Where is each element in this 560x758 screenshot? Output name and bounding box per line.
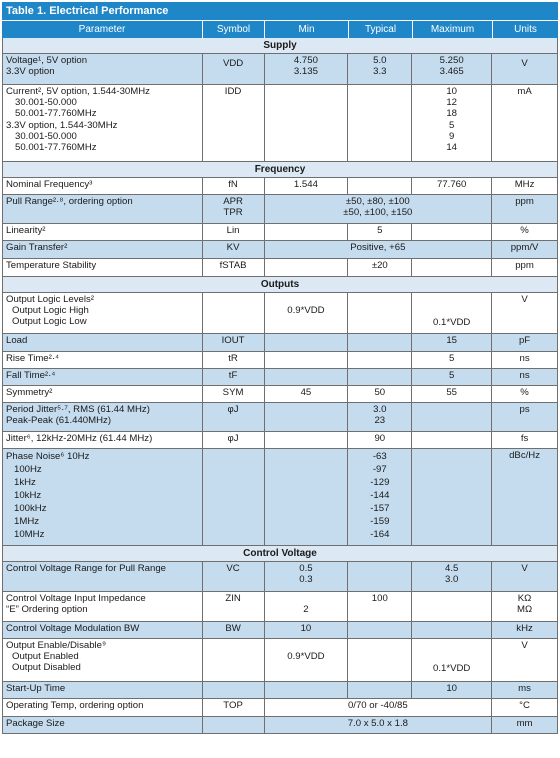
header-units: Units <box>492 21 558 38</box>
typ-value: -97 <box>372 464 387 475</box>
param-control-voltage-input-impedance: Control Voltage Input Impedance <box>6 593 146 604</box>
symbol-cell: TOP <box>203 699 265 716</box>
max-value: 15 <box>412 334 492 351</box>
table-row <box>2 224 558 241</box>
param-output-disabled: Output Disabled <box>12 662 81 674</box>
table-row <box>2 562 558 592</box>
max-value: 14 <box>446 142 458 154</box>
symbol-cell: IDD <box>203 85 265 161</box>
table-row <box>2 241 558 259</box>
typ-value: -164 <box>370 529 390 540</box>
table-row <box>2 178 558 195</box>
section-supply: Supply <box>2 38 558 54</box>
table-row <box>2 386 558 403</box>
param-pull-range: Pull Range²·⁸, ordering option <box>3 195 203 223</box>
unit-cell: dBc/Hz <box>492 449 558 545</box>
table-row <box>2 352 558 369</box>
unit-cell: pF <box>492 334 558 351</box>
unit-cell: fs <box>492 432 558 448</box>
unit-cell: ns <box>492 369 558 385</box>
section-outputs: Outputs <box>2 277 558 293</box>
typ-value: 50 <box>348 386 412 402</box>
min-value: 0.5 <box>299 563 313 574</box>
typ-value: -63 <box>372 451 387 462</box>
symbol-cell: Lin <box>203 224 265 240</box>
typ-value: 23 <box>374 415 386 427</box>
param-fall-time: Fall Time²·⁴ <box>3 369 203 385</box>
unit-cell: % <box>492 224 558 240</box>
typ-value: -157 <box>370 503 390 514</box>
param-nominal-frequency: Nominal Frequency³ <box>3 178 203 194</box>
typ-value: 5 <box>348 224 412 240</box>
table-row <box>2 432 558 449</box>
typ-value: 100 <box>348 592 412 621</box>
min-value: 45 <box>265 386 349 402</box>
max-value: 55 <box>412 386 492 402</box>
max-value: 5 <box>412 369 492 385</box>
max-value: 12 <box>446 97 458 109</box>
symbol-cell: SYM <box>203 386 265 402</box>
typ-value: 90 <box>348 432 412 448</box>
max-value: 18 <box>446 108 458 120</box>
symbol-cell: fN <box>203 178 265 194</box>
symbol-cell: φJ <box>203 403 265 431</box>
unit-cell: V <box>492 293 558 333</box>
table-row <box>2 622 558 639</box>
unit-cell: ns <box>492 352 558 368</box>
package-size-value: 7.0 x 5.0 x 1.8 <box>265 717 493 733</box>
max-value: 77.760 <box>412 178 492 194</box>
unit-cell: mA <box>492 85 558 161</box>
table-row <box>2 592 558 622</box>
param-current-sub: 50.001-77.760MHz <box>15 142 97 154</box>
unit-cell: ppm/V <box>492 241 558 258</box>
symbol-cell: VC <box>203 562 265 591</box>
table-row <box>2 293 558 334</box>
pull-range-apr: ±50, ±80, ±100 <box>345 196 410 207</box>
param-period-jitter: Period Jitter⁵·⁷, RMS (61.44 MHz) <box>6 404 150 415</box>
gain-transfer-value: Positive, +65 <box>265 241 493 258</box>
param-voltage-3v3: 3.3V option <box>6 66 55 78</box>
phase-noise-offset: 100kHz <box>14 503 47 514</box>
max-value: 10 <box>446 86 458 97</box>
min-value: 0.9*VDD <box>265 639 349 681</box>
table-row <box>2 54 558 85</box>
table-row <box>2 699 558 717</box>
header-maximum: Maximum <box>412 21 492 38</box>
symbol-cell: KV <box>203 241 265 258</box>
unit-cell: V <box>492 54 558 84</box>
typ-value: 3.3 <box>373 66 387 78</box>
param-output-logic-high: Output Logic High <box>12 305 89 317</box>
param-output-enable-disable: Output Enable/Disable⁹ <box>6 640 107 651</box>
unit-cell: V <box>492 562 558 591</box>
param-current: Current², 5V option, 1.544-30MHz <box>6 86 150 97</box>
param-linearity: Linearity² <box>3 224 203 240</box>
typ-value: ±20 <box>348 259 412 276</box>
param-output-enabled: Output Enabled <box>12 651 79 663</box>
typ-value: 5.0 <box>373 55 387 66</box>
pull-range-tpr: ±50, ±100, ±150 <box>343 207 413 219</box>
table-row <box>2 85 558 162</box>
header-parameter: Parameter <box>78 24 126 35</box>
header-symbol: Symbol <box>202 21 264 38</box>
header-typical: Typical <box>348 21 412 38</box>
unit-cell: mm <box>492 717 558 733</box>
operating-temp-value: 0/70 or -40/85 <box>265 699 493 716</box>
phase-noise-offset: 10kHz <box>14 490 42 501</box>
param-current-sub: 30.001-50.000 <box>15 130 77 142</box>
symbol-cell: VDD <box>203 54 265 84</box>
symbol-cell: φJ <box>203 432 265 448</box>
param-current-sub: 3.3V option, 1.544-30MHz <box>6 119 118 131</box>
min-value: 1.544 <box>265 178 349 194</box>
param-jitter: Jitter⁶, 12kHz-20MHz (61.44 MHz) <box>3 432 203 448</box>
symbol-cell: ZIN <box>203 592 265 621</box>
min-value: 3.135 <box>293 66 318 78</box>
param-package-size: Package Size <box>3 717 203 733</box>
phase-noise-offset: 10MHz <box>14 529 45 540</box>
min-value: 0.9*VDD <box>265 293 349 333</box>
param-operating-temp: Operating Temp, ordering option <box>3 699 203 716</box>
param-control-voltage-range: Control Voltage Range for Pull Range <box>3 562 203 591</box>
param-current-sub: 50.001-77.760MHz <box>15 108 97 120</box>
table-row <box>2 195 558 224</box>
param-peak-peak: Peak-Peak (61.440MHz) <box>6 415 112 427</box>
max-value: 0.1*VDD <box>412 639 492 681</box>
table-row <box>2 449 558 546</box>
max-value: 5 <box>412 352 492 368</box>
min-value: 0.3 <box>299 574 313 586</box>
max-value: 0.1*VDD <box>412 293 492 333</box>
electrical-performance-table <box>2 2 558 734</box>
section-frequency: Frequency <box>2 162 558 178</box>
unit-cell: MHz <box>492 178 558 194</box>
table-row <box>2 682 558 699</box>
param-load: Load <box>3 334 203 351</box>
param-e-ordering-option: “E” Ordering option <box>6 604 88 616</box>
table-header <box>2 20 558 38</box>
unit-cell: ms <box>492 682 558 698</box>
unit-cell: KΩ <box>517 593 532 604</box>
typ-value: -159 <box>370 516 390 527</box>
typ-value: 3.0 <box>373 404 387 415</box>
unit-cell: kHz <box>492 622 558 638</box>
symbol-cell: tR <box>203 352 265 368</box>
max-value: 10 <box>412 682 492 698</box>
unit-cell: MΩ <box>516 604 533 616</box>
table-row <box>2 334 558 352</box>
symbol-cell: fSTAB <box>203 259 265 276</box>
param-output-logic-levels: Output Logic Levels² <box>6 294 94 305</box>
max-value: 9 <box>449 130 455 142</box>
param-control-voltage-modulation-bw: Control Voltage Modulation BW <box>3 622 203 638</box>
param-start-up-time: Start-Up Time <box>3 682 203 698</box>
table-row <box>2 717 558 734</box>
phase-noise-offset: 1MHz <box>14 516 40 527</box>
header-min: Min <box>264 21 348 38</box>
table-row <box>2 403 558 432</box>
table-row <box>2 259 558 277</box>
param-phase-noise: Phase Noise⁶ 10Hz <box>6 451 90 462</box>
phase-noise-offset: 1kHz <box>14 477 36 488</box>
max-value: 5.250 <box>439 55 464 66</box>
unit-cell: ps <box>492 403 558 431</box>
max-value: 4.5 <box>445 563 459 574</box>
table-row <box>2 639 558 682</box>
unit-cell: V <box>492 639 558 681</box>
phase-noise-offset: 100Hz <box>14 464 42 475</box>
param-current-sub: 30.001-50.000 <box>15 97 77 109</box>
max-value: 3.0 <box>445 574 459 586</box>
min-value: 2 <box>265 592 349 621</box>
unit-cell: % <box>492 386 558 402</box>
symbol-cell: IOUT <box>203 334 265 351</box>
unit-cell: ppm <box>492 259 558 276</box>
min-value: 10 <box>265 622 349 638</box>
max-value: 3.465 <box>439 66 464 78</box>
unit-cell: °C <box>492 699 558 716</box>
param-gain-transfer: Gain Transfer² <box>3 241 203 258</box>
section-control-voltage: Control Voltage <box>2 546 558 562</box>
table-title: Table 1. Electrical Performance <box>2 2 558 20</box>
max-value: 5 <box>449 119 455 131</box>
typ-value: -129 <box>370 477 390 488</box>
symbol-cell: BW <box>203 622 265 638</box>
param-output-logic-low: Output Logic Low <box>12 316 87 328</box>
symbol-cell: APR <box>223 196 243 207</box>
param-voltage: Voltage¹, 5V option <box>6 55 88 66</box>
symbol-cell: TPR <box>223 207 243 219</box>
typ-value: -144 <box>370 490 390 501</box>
param-temperature-stability: Temperature Stability <box>3 259 203 276</box>
table-row <box>2 369 558 386</box>
min-value: 4.750 <box>293 55 318 66</box>
param-symmetry: Symmetry² <box>3 386 203 402</box>
symbol-cell: tF <box>203 369 265 385</box>
unit-cell: ppm <box>492 195 558 223</box>
param-rise-time: Rise Time²·⁴ <box>3 352 203 368</box>
